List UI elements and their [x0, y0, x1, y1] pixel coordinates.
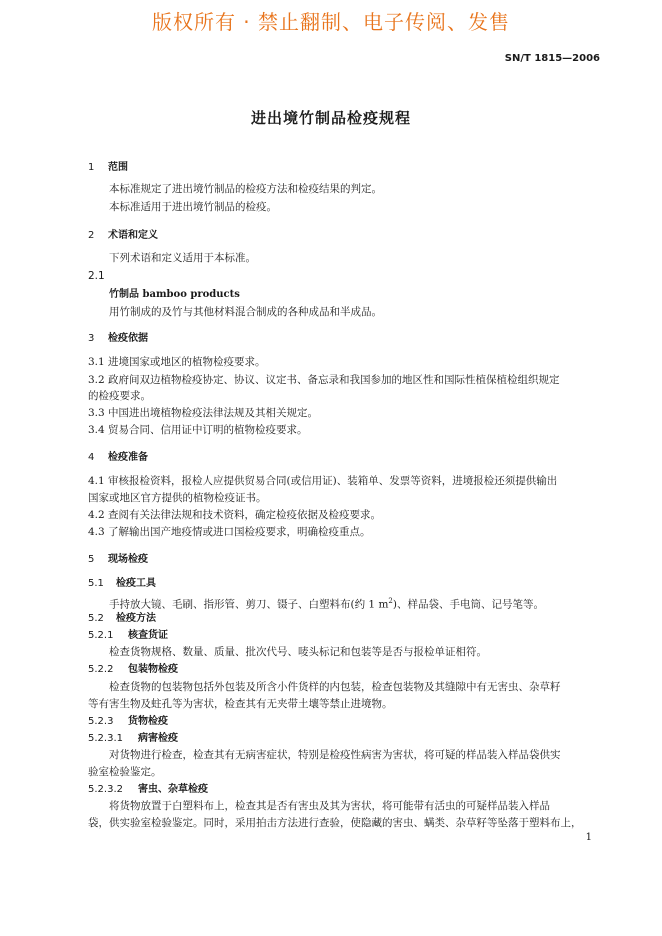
- section-2-heading: [88, 229, 600, 242]
- subsection-title: 病害检疫: [138, 733, 178, 744]
- list-item: 3.3 中国进出境植物检疫法律法规及其相关规定。: [88, 407, 319, 419]
- section-number: 4: [88, 452, 95, 463]
- paragraph: 将货物放置于白塑料布上，检查其是否有害虫及其为害状，将可能带有活虫的可疑样品装入样品: [109, 800, 550, 812]
- subsection-5-2-2-heading: [88, 663, 600, 676]
- term-entry: 竹制品 bamboo products: [109, 289, 240, 300]
- section-title: 现场检疫: [108, 554, 148, 565]
- term-definition: 用竹制成的及竹与其他材料混合制成的各种成品和半成品。: [109, 306, 382, 318]
- subsection-title: 包装物检疫: [128, 664, 178, 675]
- list-item: 4.3 了解输出国产地疫情或进口国检疫要求，明确检疫重点。: [88, 526, 371, 538]
- section-title: 检疫准备: [108, 452, 148, 463]
- subsection-number: 5.2.2: [88, 664, 114, 675]
- subsection-5-2-3-1-heading: [88, 732, 600, 745]
- section-number: 5: [88, 554, 95, 565]
- subsection-5-1-heading: [88, 577, 600, 590]
- section-4-heading: [88, 451, 600, 464]
- subsection-5-2-3-heading: [88, 715, 600, 728]
- subsection-title: 检疫方法: [116, 613, 156, 624]
- superscript: 2: [388, 597, 393, 605]
- section-number: 1: [88, 162, 95, 173]
- document-title: 进出境竹制品检疫规程: [250, 109, 411, 127]
- subsection-number: 5.2.1: [88, 630, 114, 641]
- list-item-continuation: 的检疫要求。: [88, 390, 151, 402]
- list-item-continuation: 国家或地区官方提供的植物检疫证书。: [88, 492, 267, 504]
- subsection-number: 5.2.3.1: [88, 733, 123, 744]
- paragraph-continuation: 等有害生物及蛀孔等为害状，检查其有无夹带土壤等禁止进境物。: [88, 698, 393, 710]
- subsection-title: 核查货证: [128, 630, 168, 641]
- list-item: 3.4 贸易合同、信用证中订明的植物检疫要求。: [88, 424, 308, 436]
- paragraph: 检查货物规格、数量、质量、批次代号、唛头标记和包装等是否与报检单证相符。: [109, 646, 487, 658]
- section-5-heading: [88, 553, 600, 566]
- text-run: )、样品袋、手电筒、记号笔等。: [392, 598, 544, 611]
- standard-number: SN/T 1815—2006: [504, 53, 600, 64]
- section-number: 2: [88, 230, 95, 241]
- section-title: 术语和定义: [108, 230, 158, 241]
- page-number: 1: [585, 832, 592, 843]
- paragraph: 本标准规定了进出境竹制品的检疫方法和检疫结果的判定。: [109, 183, 382, 195]
- subsection-number: 5.2.3: [88, 716, 114, 727]
- list-item: 3.1 进境国家或地区的植物检疫要求。: [88, 356, 266, 368]
- section-title: 检疫依据: [108, 333, 148, 344]
- subsection-number: 5.2.3.2: [88, 784, 123, 795]
- subsection-title: 害虫、杂草检疫: [138, 784, 208, 795]
- subsection-number: 2.1: [88, 270, 105, 282]
- list-item: 4.1 审核报检资料，报检人应提供贸易合同(或信用证)、装箱单、发票等资料，进境报检还须提供输出: [88, 475, 558, 487]
- list-item: 4.2 查阅有关法律法规和技术资料，确定检疫依据及检疫要求。: [88, 509, 382, 521]
- paragraph: [88, 595, 600, 612]
- paragraph-continuation: 验室检验鉴定。: [88, 766, 162, 778]
- subsection-number: 5.2: [88, 613, 104, 624]
- paragraph-continuation: 袋，供实验室检验鉴定。同时，采用拍击方法进行查验，使隐藏的害虫、螨类、杂草籽等坠落于塑料布上，: [88, 817, 582, 829]
- subsection-title: 货物检疫: [128, 716, 168, 727]
- paragraph: 下列术语和定义适用于本标准。: [109, 252, 256, 264]
- section-title: 范围: [108, 162, 128, 173]
- text-run: 手持放大镜、毛刷、指形管、剪刀、镊子、白塑料布(约 1 m: [109, 598, 389, 611]
- section-1-heading: [88, 161, 600, 174]
- watermark-banner: 版权所有 · 禁止翻制、电子传阅、发售: [151, 10, 511, 34]
- paragraph: 本标准适用于进出境竹制品的检疫。: [109, 201, 277, 213]
- subsection-title: 检疫工具: [116, 578, 156, 589]
- paragraph: 对货物进行检查，检查其有无病害症状，特别是检疫性病害为害状，将可疑的样品装入样品袋供实: [109, 749, 561, 761]
- paragraph: 检查货物的包装物包括外包装及所含小件货样的内包装，检查包装物及其缝隙中有无害虫、杂草籽: [109, 681, 561, 693]
- subsection-5-2-heading: [88, 612, 600, 625]
- section-number: 3: [88, 333, 95, 344]
- list-item: 3.2 政府间双边植物检疫协定、协议、议定书、备忘录和我国参加的地区性和国际性植保植检组织规定: [88, 374, 560, 386]
- section-3-heading: [88, 332, 600, 345]
- subsection-number: 5.1: [88, 578, 104, 589]
- subsection-5-2-1-heading: [88, 629, 600, 642]
- subsection-5-2-3-2-heading: [88, 783, 600, 796]
